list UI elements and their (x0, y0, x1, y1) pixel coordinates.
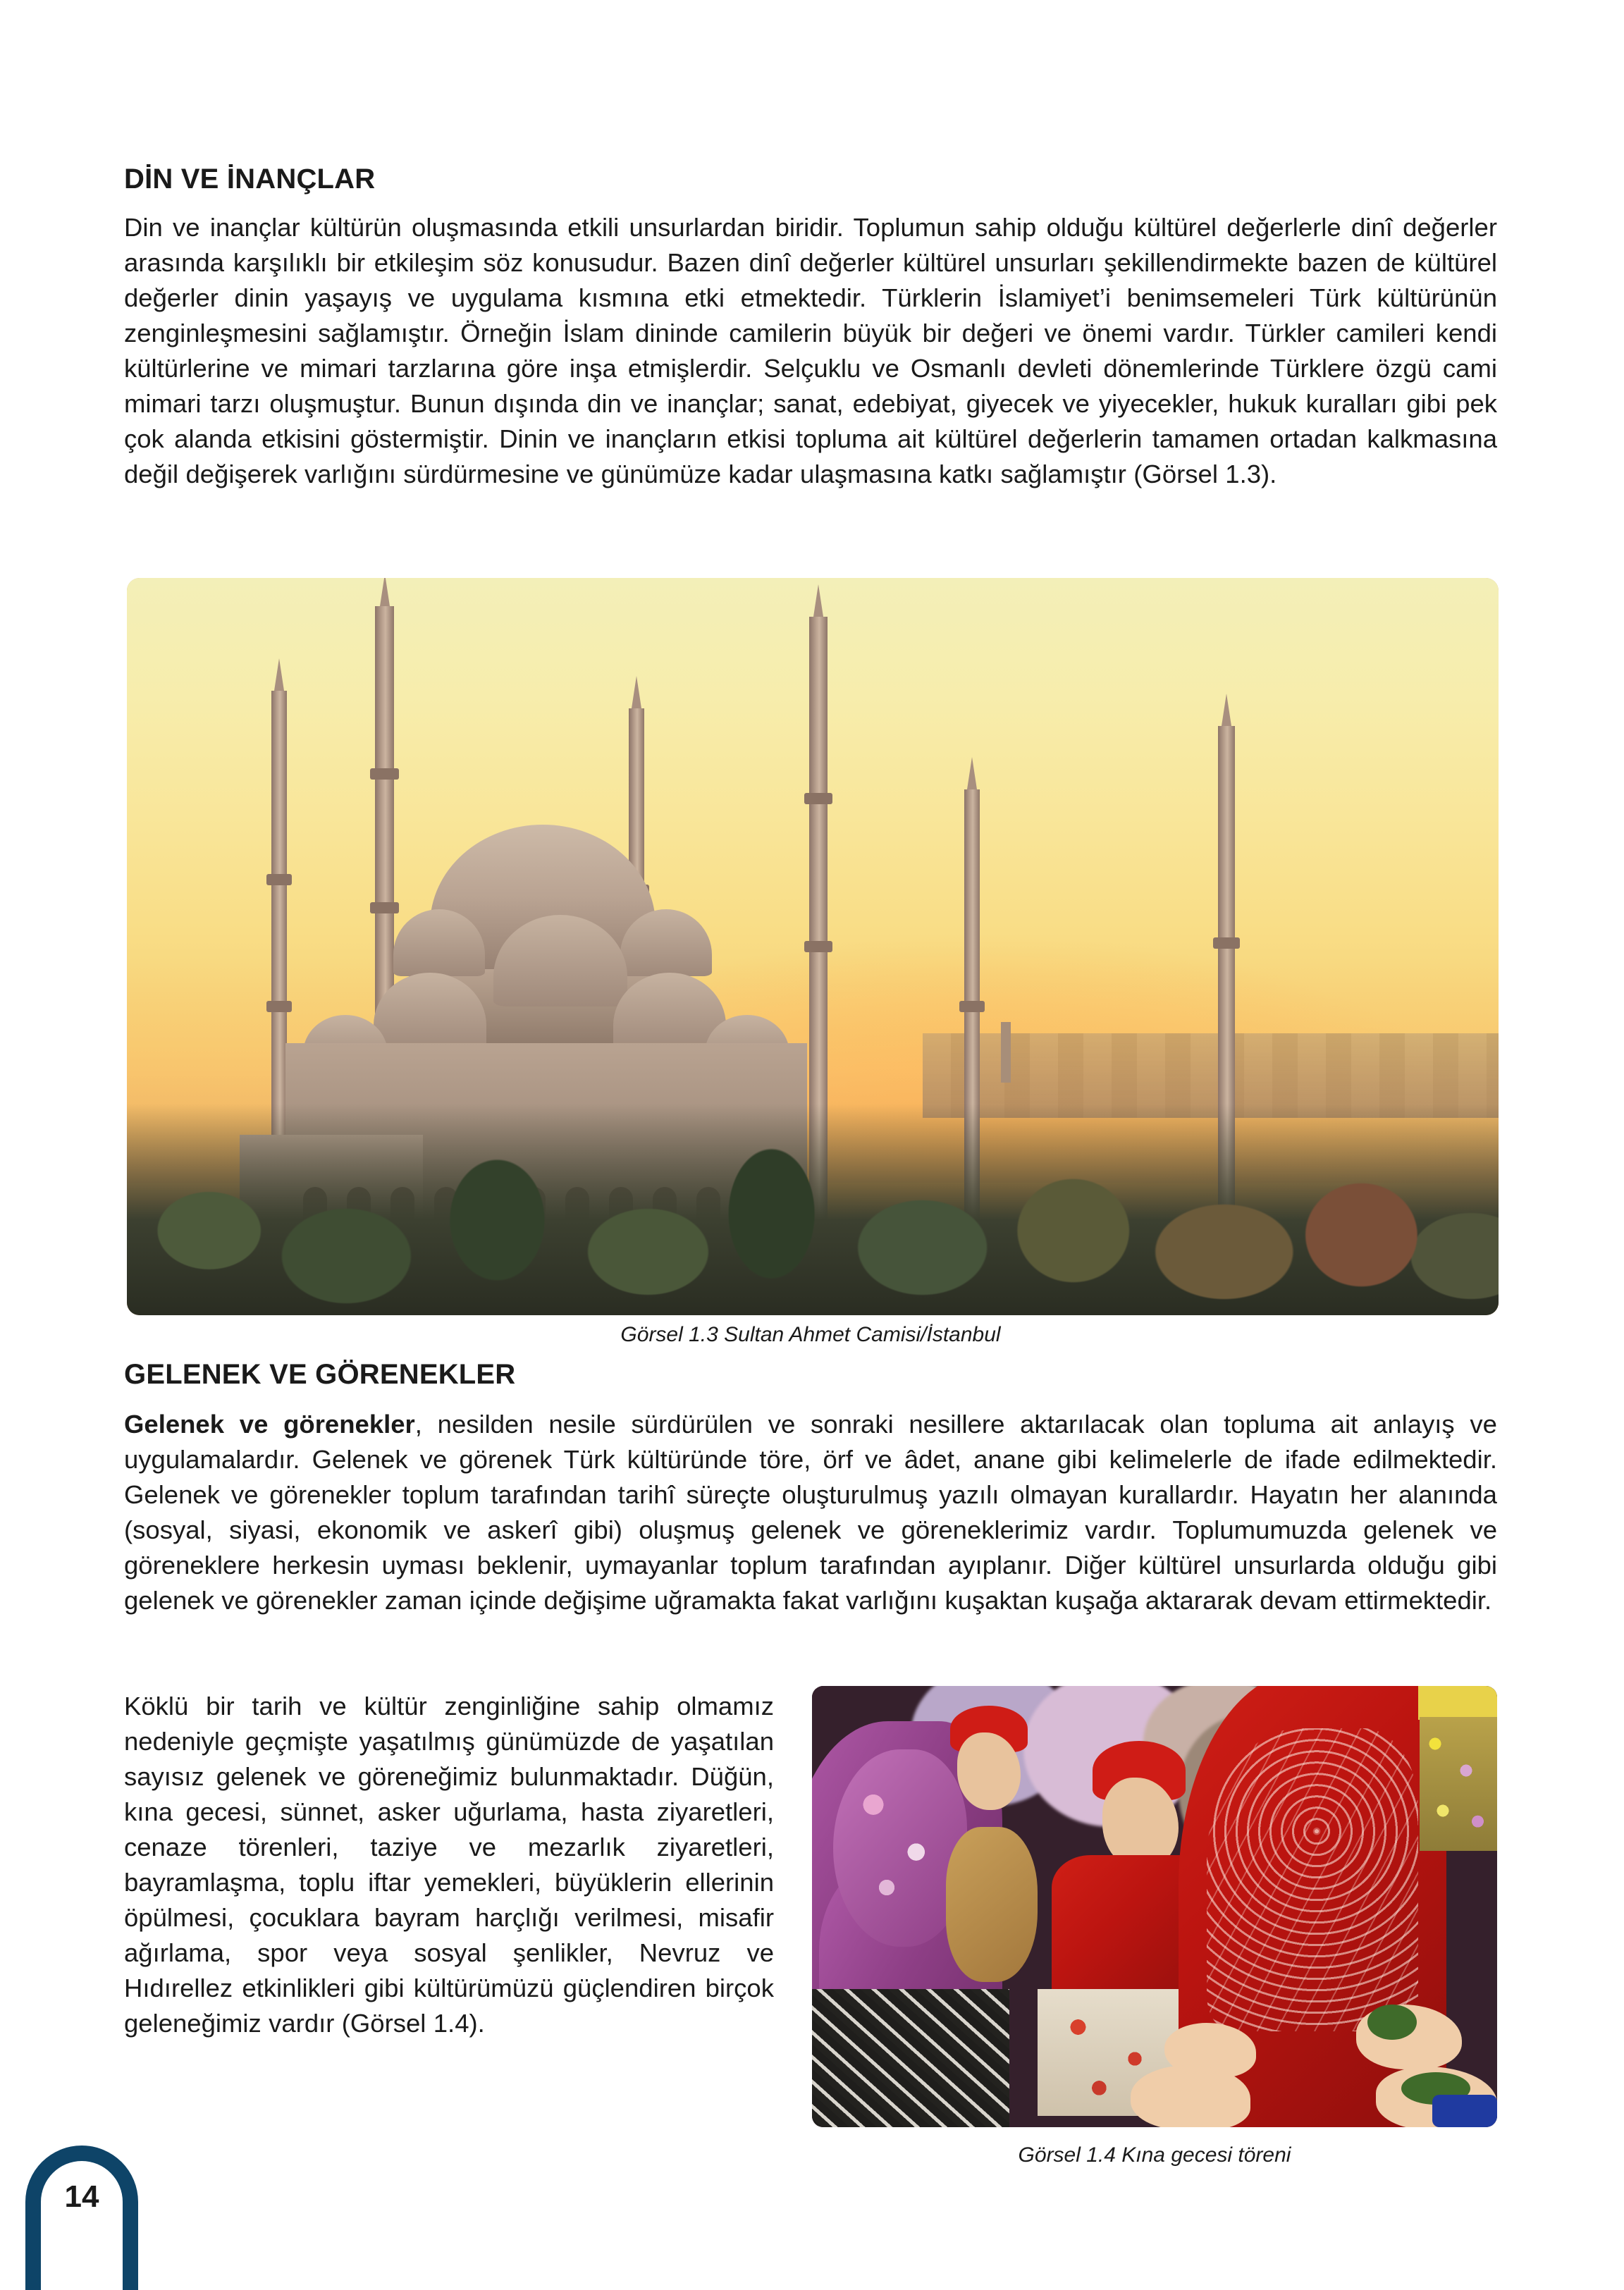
minaret-balcony (1213, 937, 1240, 949)
section-heading-din-ve-inanclar: DİN VE İNANÇLAR (124, 164, 376, 195)
ochre-scarf (946, 1827, 1038, 1982)
page-number: 14 (64, 2179, 99, 2214)
figure-caption-gorsel-1-4: Görsel 1.4 Kına gecesi töreni (1018, 2143, 1291, 2167)
paragraph-din-ve-inanclar: Din ve inançlar kültürün oluşmasında etkili unsurlardan biridir. Toplumun sahip olduğu kültürel değerlerle dinî değerler arasında karşılıklı bir etkileşim söz konusudur. Bazen dinî değerler kültürel unsurları şekillendirmekte bazen de kültürel değerler dinin yaşayış ve uygulama kısmına etki etmektedir. Türklerin İslamiyet’i benimsemeleri Türk kültürünün zenginleşmesini sağlamıştır. Örneğin İslam dininde camilerin büyük bir değeri ve önemi vardır. Türkler camileri kendi kültürlerine ve mimari tarzlarına göre inşa etmişlerdir. Selçuklu ve Osmanlı devleti dönemlerinde Türklere özgü cami mimari tarzı oluşmuştur. Bunun dışında din ve inançlar; sanat, edebiyat, giyecek ve yiyecekler, hukuk kuralları gibi pek çok alanda etkisini göstermiştir. Dinin ve inançların etkisi topluma ait kültürel değerlerin tamamen ortadan kalkmasına değil değişerek varlığını sürdürmesine ve günümüze kadar ulaşmasına katkı sağlamıştır (Görsel 1.3). (124, 213, 1497, 488)
henna-paste (1367, 2005, 1417, 2040)
flower-arrangement (1420, 1717, 1497, 1851)
minaret-balcony (370, 768, 399, 780)
minaret-balcony (266, 1001, 292, 1012)
figure-image-gorsel-1-4 (812, 1686, 1497, 2127)
minaret-balcony (804, 793, 832, 804)
section-heading-gelenek-ve-gorenekler: GELENEK VE GÖRENEKLER (124, 1359, 516, 1390)
paragraph-gelenek-ve-gorenekler (124, 1407, 1497, 1618)
veil-embroidery-pattern (1207, 1728, 1418, 2031)
minaret-balcony (370, 902, 399, 913)
yellow-panel (1418, 1686, 1497, 1720)
blue-sleeve (1432, 2095, 1497, 2127)
patterned-shawl (812, 1989, 1009, 2127)
figure-caption-gorsel-1-3: Görsel 1.3 Sultan Ahmet Camisi/İstanbul (620, 1323, 1001, 1346)
paragraph-rest: , nesilden nesile sürdürülen ve sonraki nesillere aktarılacak olan topluma ait anlayış ve uygulamalardır. Gelenek ve görenek Türk kültüründe töre, örf ve âdet, anane gibi kelimelerle de ifade edilmektedir. Gelenek ve görenekler toplum tarafından tarihî süreçte oluşturulmuş yazılı olmayan kurallardır. Hayatın her alanında (sosyal, siyasi, ekonomik ve askerî gibi) oluşmuş gelenek ve göreneklerimiz vardır. Toplumumuzda gelenek ve göreneklere herkesin uyması beklenir, uymayanlar toplum tarafından ayıplanır. Diğer kültürel unsurlarda olduğu gibi gelenek ve görenekler zaman içinde değişime uğramakta fakat varlığını kuşaktan kuşağa aktararak devam ettirmektedir. (124, 1410, 1497, 1615)
paragraph-lead-bold: Gelenek ve görenekler (124, 1410, 415, 1439)
obelisk-silhouette (1001, 1022, 1011, 1083)
page-number-badge (25, 2146, 138, 2290)
page-number-badge-inner (41, 2161, 123, 2290)
minaret-balcony (804, 941, 832, 952)
foreground-trees (127, 1104, 1499, 1315)
paragraph-column-gelenekler-listesi: Köklü bir tarih ve kültür zenginliğine sahip olmamız nedeniyle geçmişte yaşatılmış günümüzde de yaşatılan sayısız gelenek ve göreneğimiz bulunmaktadır. Düğün, kına gecesi, sünnet, asker uğurlama, hasta ziyaretleri, cenaze törenleri, taziye ve mezarlık ziyaretleri, bayramlaşma, toplu iftar yemekleri, büyüklerin ellerinin öpülmesi, çocuklara bayram harçlığı verilmesi, misafir ağırlama, spor veya sosyal şenlikler, Nevruz ve Hıdırellez etkinlikleri gibi kültürümüzü güçlendiren birçok geleneğimiz vardır (Görsel 1.4). (124, 1692, 774, 2038)
figure-image-gorsel-1-3 (127, 578, 1499, 1315)
minaret-balcony (266, 874, 292, 885)
minaret-balcony (959, 1001, 985, 1012)
